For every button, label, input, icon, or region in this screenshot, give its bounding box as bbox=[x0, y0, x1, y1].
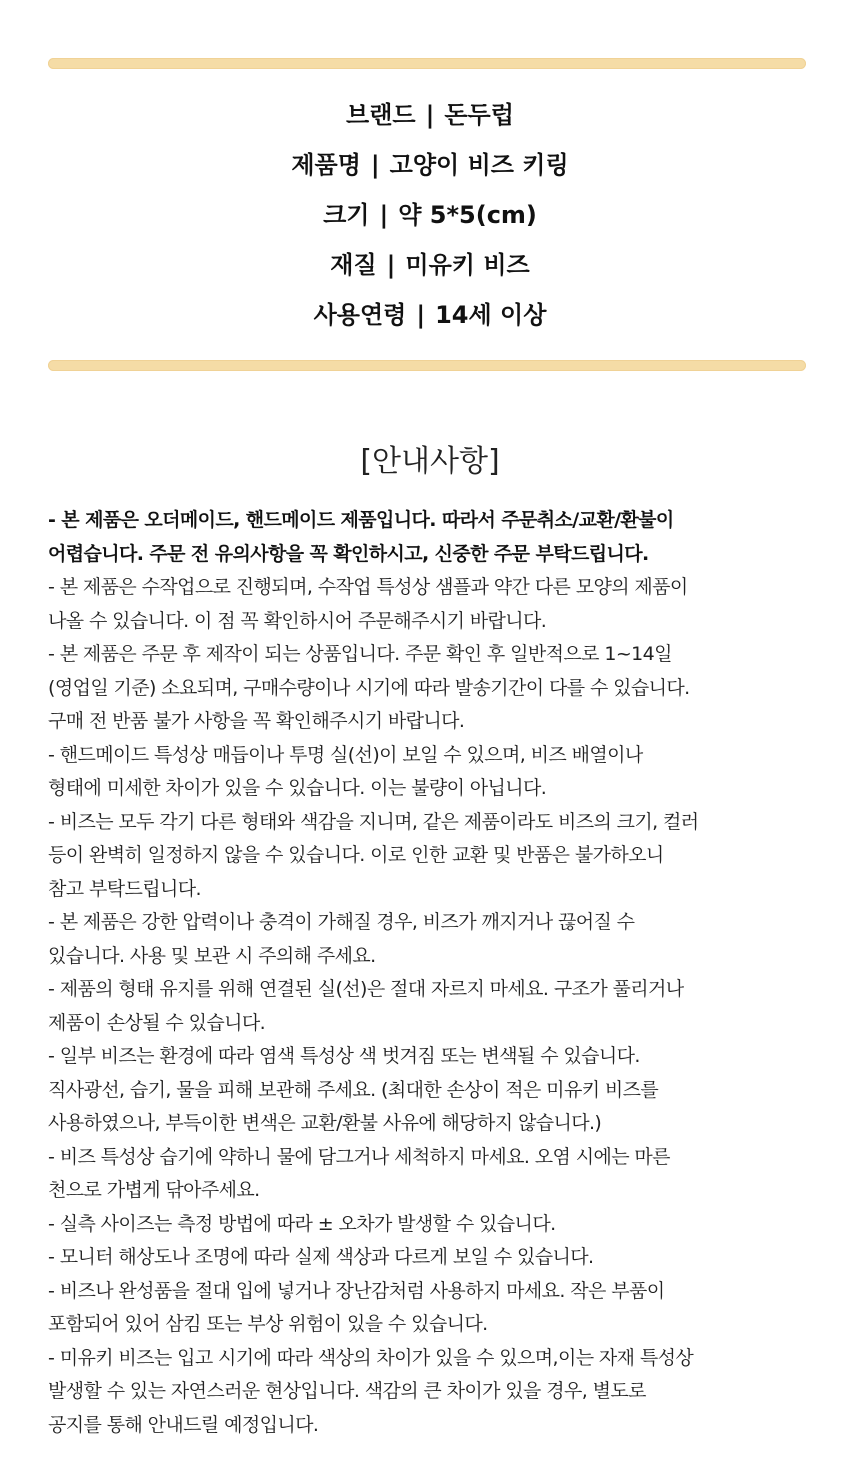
spec-label: 사용연령 bbox=[313, 301, 407, 329]
notice-line: 등이 완벽히 일정하지 않을 수 있습니다. 이로 인한 교환 및 반품은 불가하오니 bbox=[48, 844, 664, 866]
notice-line: 제품이 손상될 수 있습니다. bbox=[48, 1011, 266, 1034]
spec-label: 재질 bbox=[330, 251, 377, 279]
notice-title: [안내사항] bbox=[360, 444, 500, 479]
spec-value: 돈두럽 bbox=[444, 101, 514, 129]
notice-line: - 비즈나 완성품을 절대 입에 넣거나 장난감처럼 사용하지 마세요. 작은 부품이 bbox=[48, 1279, 665, 1302]
spec-separator: | bbox=[379, 201, 389, 229]
notice-line: 형태에 미세한 차이가 있을 수 있습니다. 이는 불량이 아닙니다. bbox=[48, 777, 547, 799]
notice-line: 직사광선, 습기, 물을 피해 보관해 주세요. (최대한 손상이 적은 미유키 비즈를 bbox=[48, 1078, 659, 1101]
notice-line: - 본 제품은 수작업으로 진행되며, 수작업 특성상 샘플과 약간 다른 모양의 제품이 bbox=[48, 576, 688, 598]
notice-line: - 미유키 비즈는 입고 시기에 따라 색상의 차이가 있을 수 있으며,이는 자재 특성상 bbox=[48, 1346, 694, 1369]
notice-line: 구매 전 반품 불가 사항을 꼭 확인해주시기 바랍니다. bbox=[48, 710, 465, 732]
notice-line: 발생할 수 있는 자연스러운 현상입니다. 색감의 큰 차이가 있을 경우, 별도로 bbox=[48, 1380, 646, 1402]
notice-line: 공지를 통해 안내드릴 예정입니다. bbox=[48, 1413, 319, 1436]
notice-line: - 실측 사이즈는 측정 방법에 따라 ± 오차가 발생할 수 있습니다. bbox=[48, 1212, 556, 1235]
notice-list bbox=[48, 504, 818, 1442]
notice-line: - 본 제품은 강한 압력이나 충격이 가해질 경우, 비즈가 깨지거나 끊어질 수 bbox=[48, 911, 635, 933]
notice-line: 천으로 가볍게 닦아주세요. bbox=[48, 1179, 260, 1201]
notice-line: 어렵습니다. 주문 전 유의사항을 꼭 확인하시고, 신중한 주문 부탁드립니다. bbox=[48, 542, 649, 565]
spec-separator: | bbox=[386, 251, 396, 279]
notice-line: - 일부 비즈는 환경에 따라 염색 특성상 색 벗겨짐 또는 변색될 수 있습니다. bbox=[48, 1045, 640, 1067]
spec-separator: | bbox=[370, 151, 380, 179]
spec-row-size bbox=[0, 190, 860, 240]
notice-line: - 제품의 형태 유지를 위해 연결된 실(선)은 절대 자르지 마세요. 구조가 풀리거나 bbox=[48, 978, 684, 1000]
spec-value: 고양이 비즈 키링 bbox=[389, 151, 569, 179]
notice-line: - 모니터 해상도나 조명에 따라 실제 색상과 다르게 보일 수 있습니다. bbox=[48, 1246, 594, 1268]
notice-line: (영업일 기준) 소요되며, 구매수량이나 시기에 따라 발송기간이 다를 수 있습니다. bbox=[48, 676, 690, 699]
spec-value: 14세 이상 bbox=[435, 301, 547, 329]
spec-separator: | bbox=[425, 101, 435, 129]
notice-line: - 본 제품은 주문 후 제작이 되는 상품입니다. 주문 확인 후 일반적으로 1~14일 bbox=[48, 643, 672, 665]
spec-row-product-name bbox=[0, 140, 860, 190]
spec-separator: | bbox=[416, 301, 426, 329]
top-divider bbox=[48, 58, 806, 69]
notice-line: 참고 부탁드립니다. bbox=[48, 877, 201, 900]
spec-row-age bbox=[0, 290, 860, 340]
spec-label: 크기 bbox=[323, 201, 370, 229]
notice-line: 있습니다. 사용 및 보관 시 주의해 주세요. bbox=[48, 944, 376, 967]
notice-line: - 비즈는 모두 각기 다른 형태와 색감을 지니며, 같은 제품이라도 비즈의 크기, 컬러 bbox=[48, 810, 699, 833]
notice-line: 나올 수 있습니다. 이 점 꼭 확인하시어 주문해주시기 바랍니다. bbox=[48, 609, 547, 632]
spec-value: 미유키 비즈 bbox=[405, 251, 530, 279]
spec-row-material bbox=[0, 240, 860, 290]
notice-line: 사용하였으나, 부득이한 변색은 교환/환불 사유에 해당하지 않습니다.) bbox=[48, 1112, 602, 1134]
notice-line: - 핸드메이드 특성상 매듭이나 투명 실(선)이 보일 수 있으며, 비즈 배열이나 bbox=[48, 743, 643, 766]
spec-label: 브랜드 bbox=[346, 101, 416, 129]
spec-label: 제품명 bbox=[291, 151, 361, 179]
product-spec-block bbox=[0, 90, 860, 340]
spec-value: 약 5*5(cm) bbox=[398, 201, 537, 229]
bottom-divider bbox=[48, 360, 806, 371]
notice-line: - 비즈 특성상 습기에 약하니 물에 담그거나 세척하지 마세요. 오염 시에는 마른 bbox=[48, 1145, 670, 1168]
notice-line: - 본 제품은 오더메이드, 핸드메이드 제품입니다. 따라서 주문취소/교환/환불이 bbox=[48, 509, 674, 531]
notice-line: 포함되어 있어 삼킴 또는 부상 위험이 있을 수 있습니다. bbox=[48, 1313, 488, 1335]
spec-row-brand bbox=[0, 90, 860, 140]
